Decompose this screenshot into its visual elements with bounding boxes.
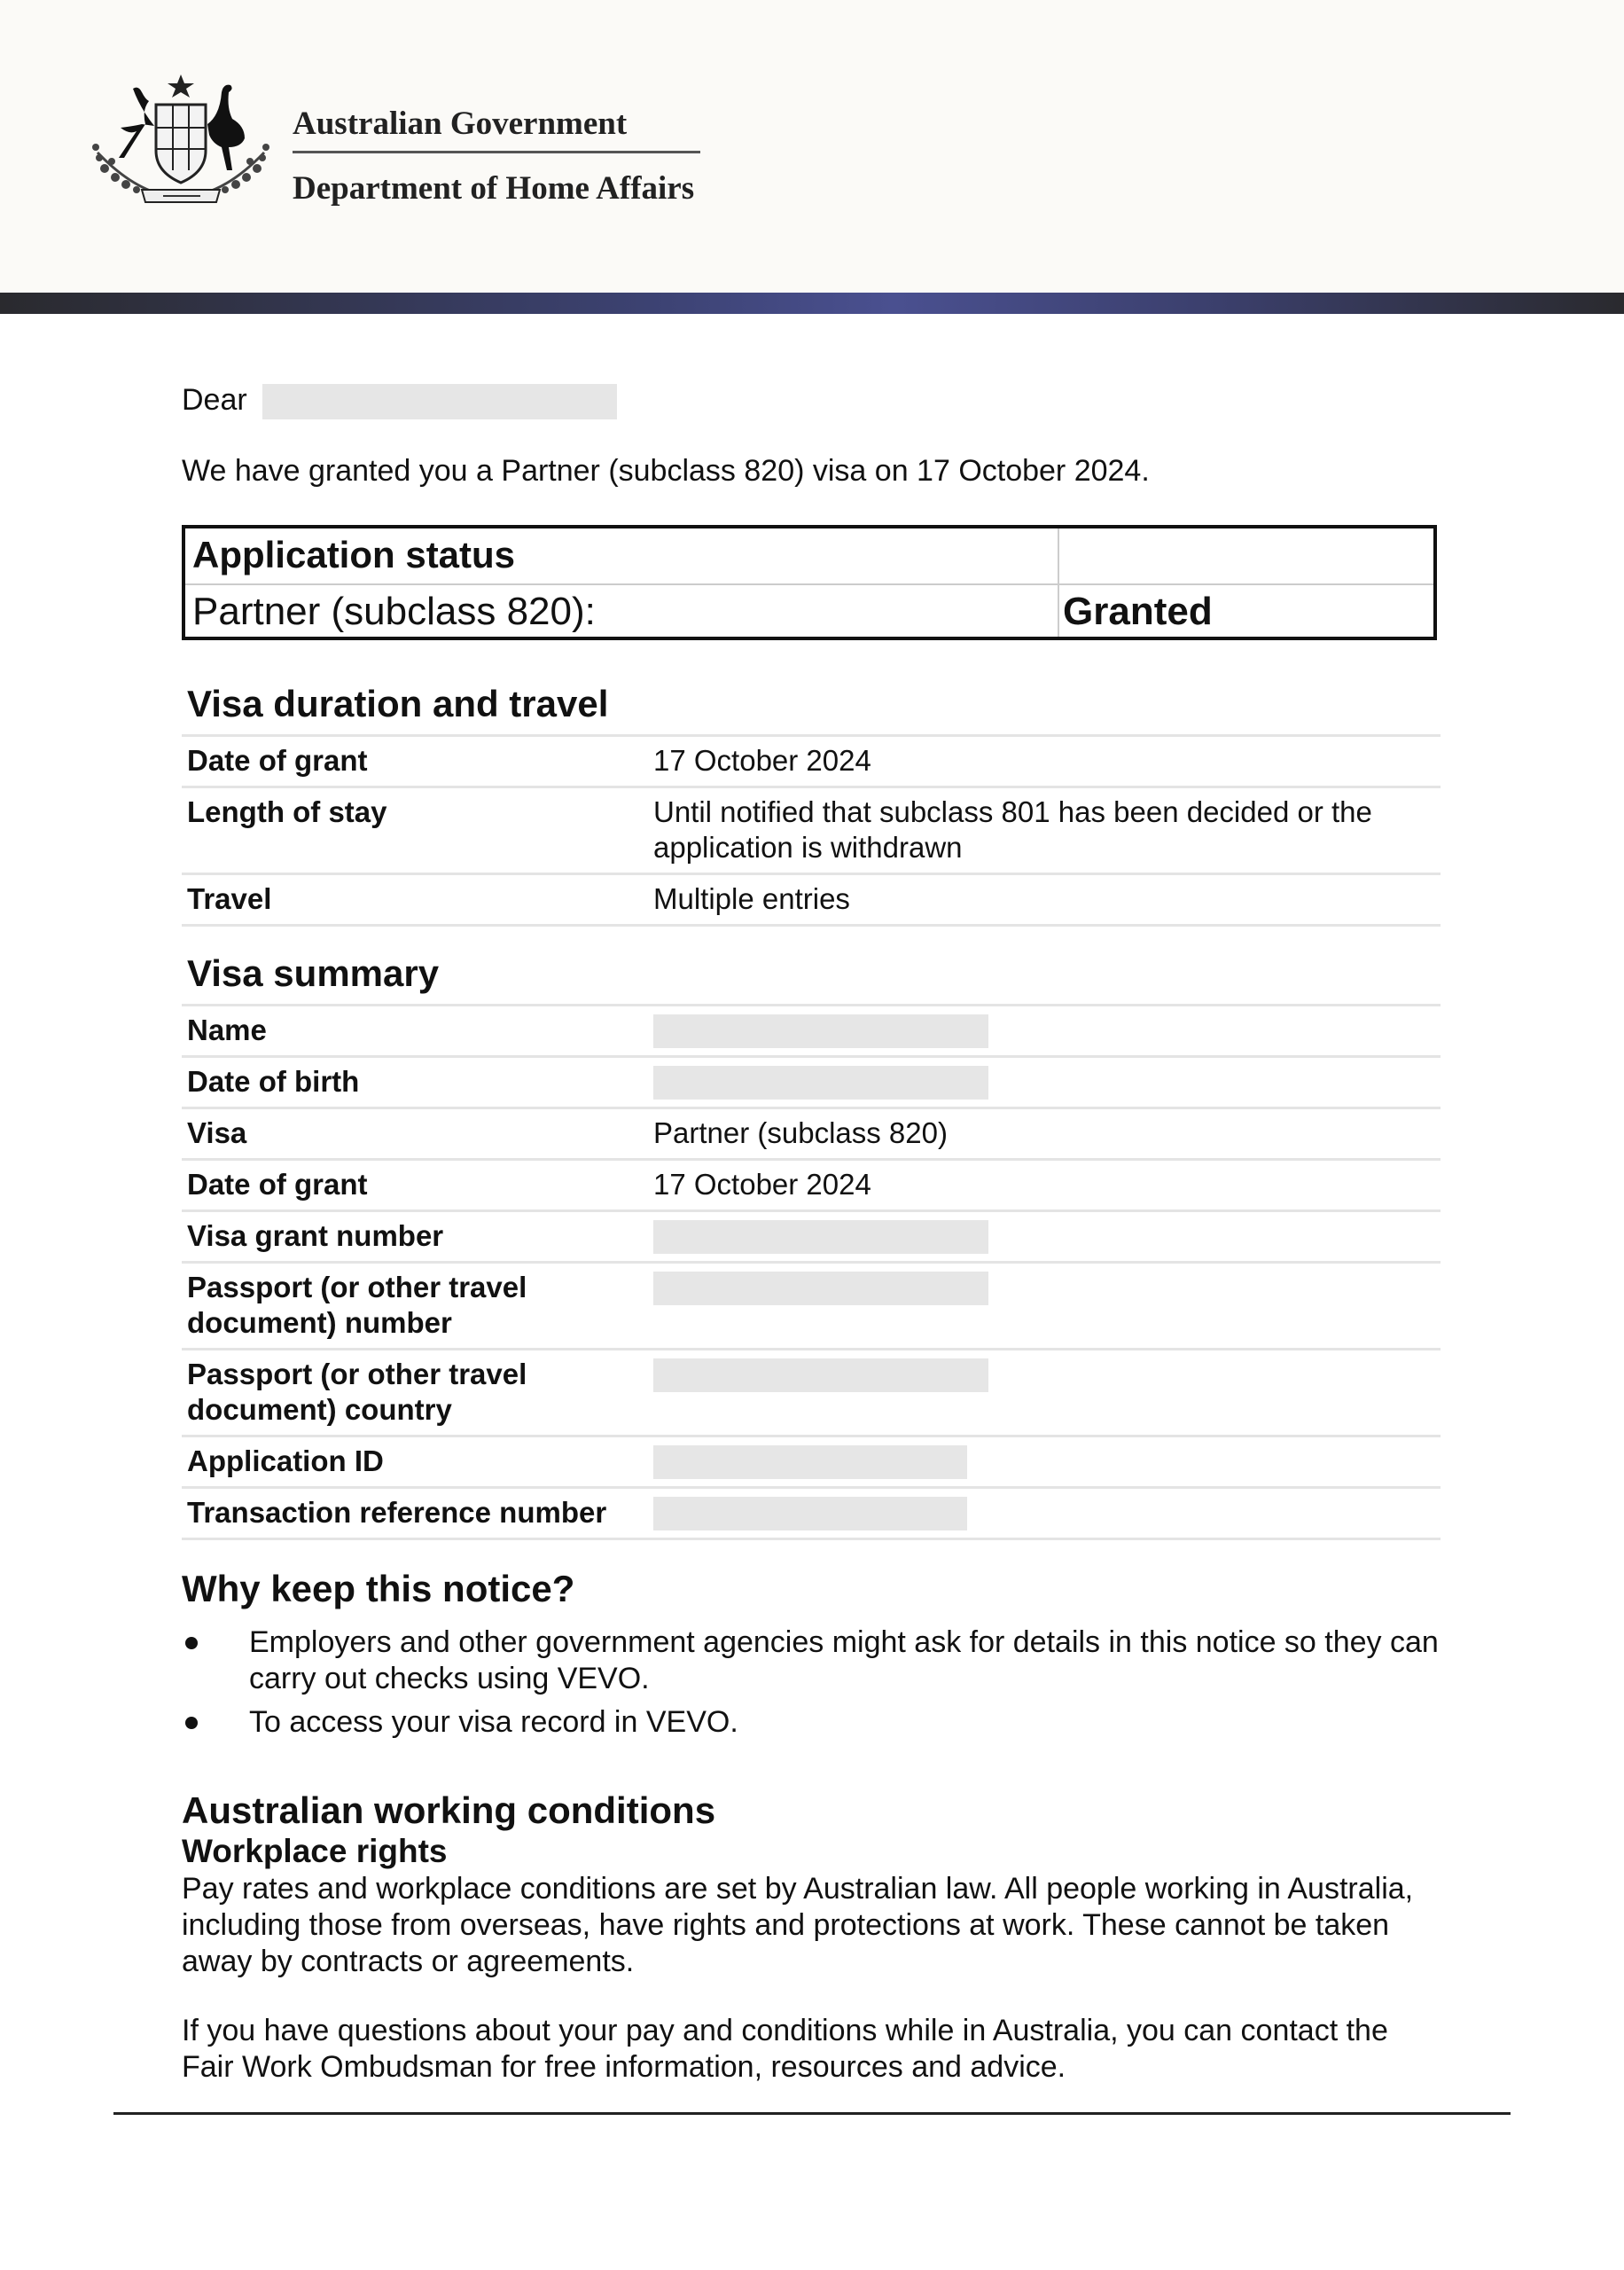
list-item: To access your visa record in VEVO. [182, 1704, 1441, 1741]
redacted-value [653, 1445, 967, 1479]
table-row [182, 1436, 1441, 1488]
row-value: 17 October 2024 [648, 1160, 1441, 1211]
redacted-value [653, 1358, 988, 1392]
table-row [182, 1211, 1441, 1263]
row-value [648, 1057, 1441, 1108]
row-value [648, 1263, 1441, 1350]
workplace-rights-heading: Workplace rights [182, 1833, 448, 1869]
table-row [182, 1108, 1441, 1160]
workplace-rights-paragraph: Pay rates and workplace conditions are set by Australian law. All people working in Australia, including those from overseas, have rights and protections at work. These cannot be taken away by contracts or agreements. [182, 1872, 1414, 1978]
application-status-title: Application status [192, 534, 516, 575]
row-value [648, 1436, 1441, 1488]
visa-duration-table [182, 734, 1441, 927]
redacted-value [653, 1220, 988, 1254]
header-band [0, 293, 1624, 314]
visa-summary-table [182, 1004, 1441, 1540]
grant-statement: We have granted you a Partner (subclass 820) visa on 17 October 2024. [182, 454, 1150, 488]
row-label: Visa [182, 1108, 648, 1160]
government-name: Australian Government [293, 105, 700, 153]
salutation [182, 381, 617, 419]
redacted-value [653, 1014, 988, 1048]
redacted-recipient-name [262, 384, 617, 419]
table-row [182, 1350, 1441, 1436]
row-value: Until notified that subclass 801 has been decided or the application is withdrawn [648, 787, 1441, 874]
row-value [648, 1350, 1441, 1436]
application-status-box [182, 525, 1437, 640]
table-row [182, 1160, 1441, 1211]
visa-duration-heading: Visa duration and travel [187, 683, 609, 724]
keep-notice-list [182, 1624, 1441, 1748]
table-row [182, 1263, 1441, 1350]
row-value: Multiple entries [648, 874, 1441, 926]
redacted-value [653, 1272, 988, 1305]
fair-work-paragraph: If you have questions about your pay and conditions while in Australia, you can contact the Fair Work Ombudsman for free information, resources and advice. [182, 2014, 1388, 2084]
row-label: Date of grant [182, 1160, 648, 1211]
application-status-label: Partner (subclass 820): [192, 590, 596, 633]
row-label: Application ID [182, 1436, 648, 1488]
row-label: Transaction reference number [182, 1488, 648, 1539]
commonwealth-coat-of-arms-icon [87, 73, 275, 215]
table-row [182, 1006, 1441, 1057]
keep-notice-heading: Why keep this notice? [182, 1568, 575, 1609]
row-label: Passport (or other travel document) country [182, 1350, 648, 1436]
agency-name [293, 105, 700, 208]
row-label: Date of grant [182, 736, 648, 787]
row-label: Passport (or other travel document) number [182, 1263, 648, 1350]
row-label: Date of birth [182, 1057, 648, 1108]
row-value: 17 October 2024 [648, 736, 1441, 787]
row-label: Length of stay [182, 787, 648, 874]
working-conditions-heading: Australian working conditions [182, 1789, 716, 1831]
table-row [182, 1057, 1441, 1108]
footer-divider [113, 2112, 1511, 2115]
row-label: Visa grant number [182, 1211, 648, 1263]
row-value [648, 1488, 1441, 1539]
row-label: Travel [182, 874, 648, 926]
letterhead [0, 0, 1624, 293]
table-row [182, 736, 1441, 787]
row-value: Partner (subclass 820) [648, 1108, 1441, 1160]
department-name: Department of Home Affairs [293, 170, 695, 207]
row-label: Name [182, 1006, 648, 1057]
table-row [182, 1488, 1441, 1539]
visa-summary-heading: Visa summary [187, 952, 440, 994]
table-row [182, 874, 1441, 926]
redacted-value [653, 1497, 967, 1530]
list-item: Employers and other government agencies might ask for details in this notice so they can carry out checks using VEVO. [182, 1624, 1441, 1697]
row-value [648, 1006, 1441, 1057]
salutation-text: Dear [182, 383, 247, 417]
redacted-value [653, 1066, 988, 1100]
row-value [648, 1211, 1441, 1263]
application-status-value: Granted [1063, 590, 1213, 633]
table-row [182, 787, 1441, 874]
